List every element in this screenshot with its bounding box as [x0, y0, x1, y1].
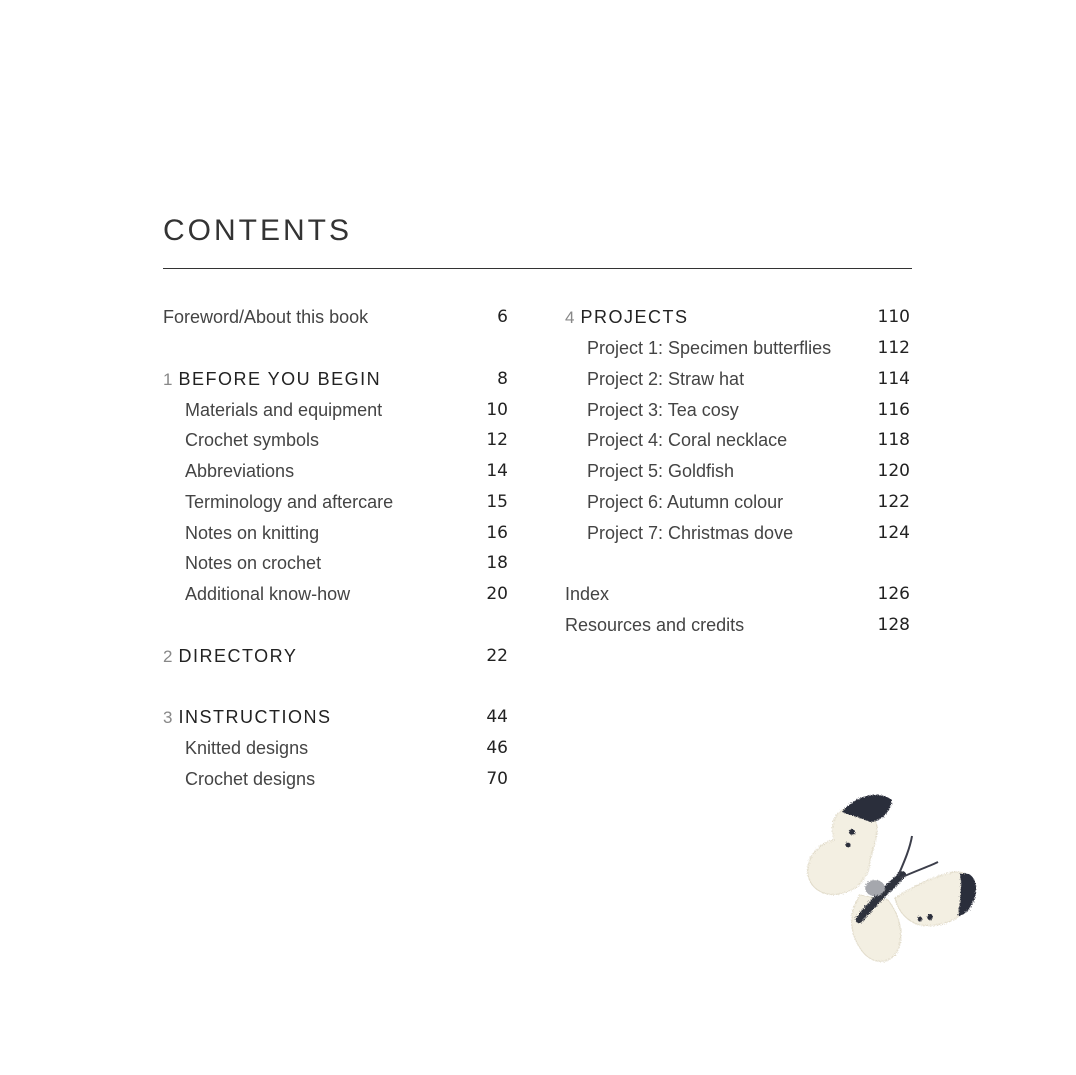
toc-page-number: 114: [877, 369, 910, 389]
toc-label: Project 6: Autumn colour: [587, 492, 784, 512]
toc-page-number: 10: [486, 400, 508, 420]
section-heading: INSTRUCTIONS: [178, 707, 332, 727]
section-heading-wrap: [163, 642, 297, 671]
toc-page-number: 14: [486, 461, 508, 481]
toc-page-number: 20: [486, 584, 508, 604]
toc-entry[interactable]: [185, 734, 508, 762]
toc-page-number: 6: [497, 307, 508, 327]
toc-entry-index[interactable]: [565, 580, 910, 608]
toc-section-projects[interactable]: [565, 303, 910, 331]
toc-entry[interactable]: [185, 580, 508, 608]
toc-entry[interactable]: [185, 765, 508, 793]
toc-page-number: 124: [877, 523, 910, 543]
section-heading-wrap: [565, 303, 688, 332]
toc-entry[interactable]: [587, 334, 910, 362]
toc-label: Project 3: Tea cosy: [587, 400, 739, 420]
toc-label: Terminology and aftercare: [185, 492, 394, 512]
toc-page-number: 15: [486, 492, 508, 512]
section-number: 4: [565, 308, 575, 327]
toc-label: Foreword/About this book: [163, 307, 369, 327]
toc-page-number: 126: [877, 584, 910, 604]
section-heading-wrap: [163, 703, 331, 732]
section-heading: PROJECTS: [580, 307, 689, 327]
page-title: CONTENTS: [163, 214, 352, 247]
butterfly-illustration: [770, 770, 1010, 1010]
toc-label: Project 2: Straw hat: [587, 369, 745, 389]
section-number: 2: [163, 647, 173, 666]
toc-page-number: 128: [877, 615, 910, 635]
toc-page-number: 44: [486, 707, 508, 727]
toc-label: Resources and credits: [565, 615, 745, 635]
section-number: 1: [163, 370, 173, 389]
toc-label: Project 4: Coral necklace: [587, 430, 788, 450]
toc-entry[interactable]: [185, 549, 508, 577]
toc-page-number: 122: [877, 492, 910, 512]
toc-label: Crochet designs: [185, 769, 316, 789]
toc-page-number: 118: [877, 430, 910, 450]
toc-label: Notes on crochet: [185, 553, 322, 573]
toc-section-before-you-begin[interactable]: [163, 365, 508, 393]
toc-page-number: 8: [497, 369, 508, 389]
toc-entry[interactable]: [185, 519, 508, 547]
toc-section-instructions[interactable]: [163, 703, 508, 731]
toc-entry[interactable]: [587, 519, 910, 547]
toc-entry[interactable]: [185, 488, 508, 516]
toc-entry-foreword[interactable]: [163, 303, 508, 331]
toc-entry[interactable]: [587, 396, 910, 424]
title-divider: [163, 268, 912, 269]
toc-entry[interactable]: [185, 426, 508, 454]
toc-page-number: 22: [486, 646, 508, 666]
toc-label: Index: [565, 584, 610, 604]
toc-entry[interactable]: [185, 457, 508, 485]
toc-label: Crochet symbols: [185, 430, 320, 450]
toc-label: Notes on knitting: [185, 523, 320, 543]
toc-label: Knitted designs: [185, 738, 309, 758]
section-number: 3: [163, 708, 173, 727]
toc-label: Abbreviations: [185, 461, 295, 481]
toc-entry-resources[interactable]: [565, 611, 910, 639]
toc-page-number: 16: [486, 523, 508, 543]
section-heading: DIRECTORY: [178, 646, 298, 666]
toc-entry[interactable]: [587, 426, 910, 454]
toc-entry[interactable]: [587, 488, 910, 516]
toc-label: Project 1: Specimen butterflies: [587, 338, 832, 358]
toc-label: Project 7: Christmas dove: [587, 523, 794, 543]
toc-page-number: 12: [486, 430, 508, 450]
toc-entry[interactable]: [587, 365, 910, 393]
toc-page-number: 112: [877, 338, 910, 358]
toc-page-number: 46: [486, 738, 508, 758]
toc-entry[interactable]: [587, 457, 910, 485]
toc-entry[interactable]: [185, 396, 508, 424]
toc-page-number: 116: [877, 400, 910, 420]
section-heading: BEFORE YOU BEGIN: [178, 369, 382, 389]
toc-page-number: 70: [486, 769, 508, 789]
toc-label: Materials and equipment: [185, 400, 383, 420]
section-heading-wrap: [163, 365, 381, 394]
toc-page-number: 120: [877, 461, 910, 481]
toc-section-directory[interactable]: [163, 642, 508, 670]
toc-page-number: 110: [877, 307, 910, 327]
toc-label: Project 5: Goldfish: [587, 461, 735, 481]
toc-page-number: 18: [486, 553, 508, 573]
toc-label: Additional know-how: [185, 584, 351, 604]
